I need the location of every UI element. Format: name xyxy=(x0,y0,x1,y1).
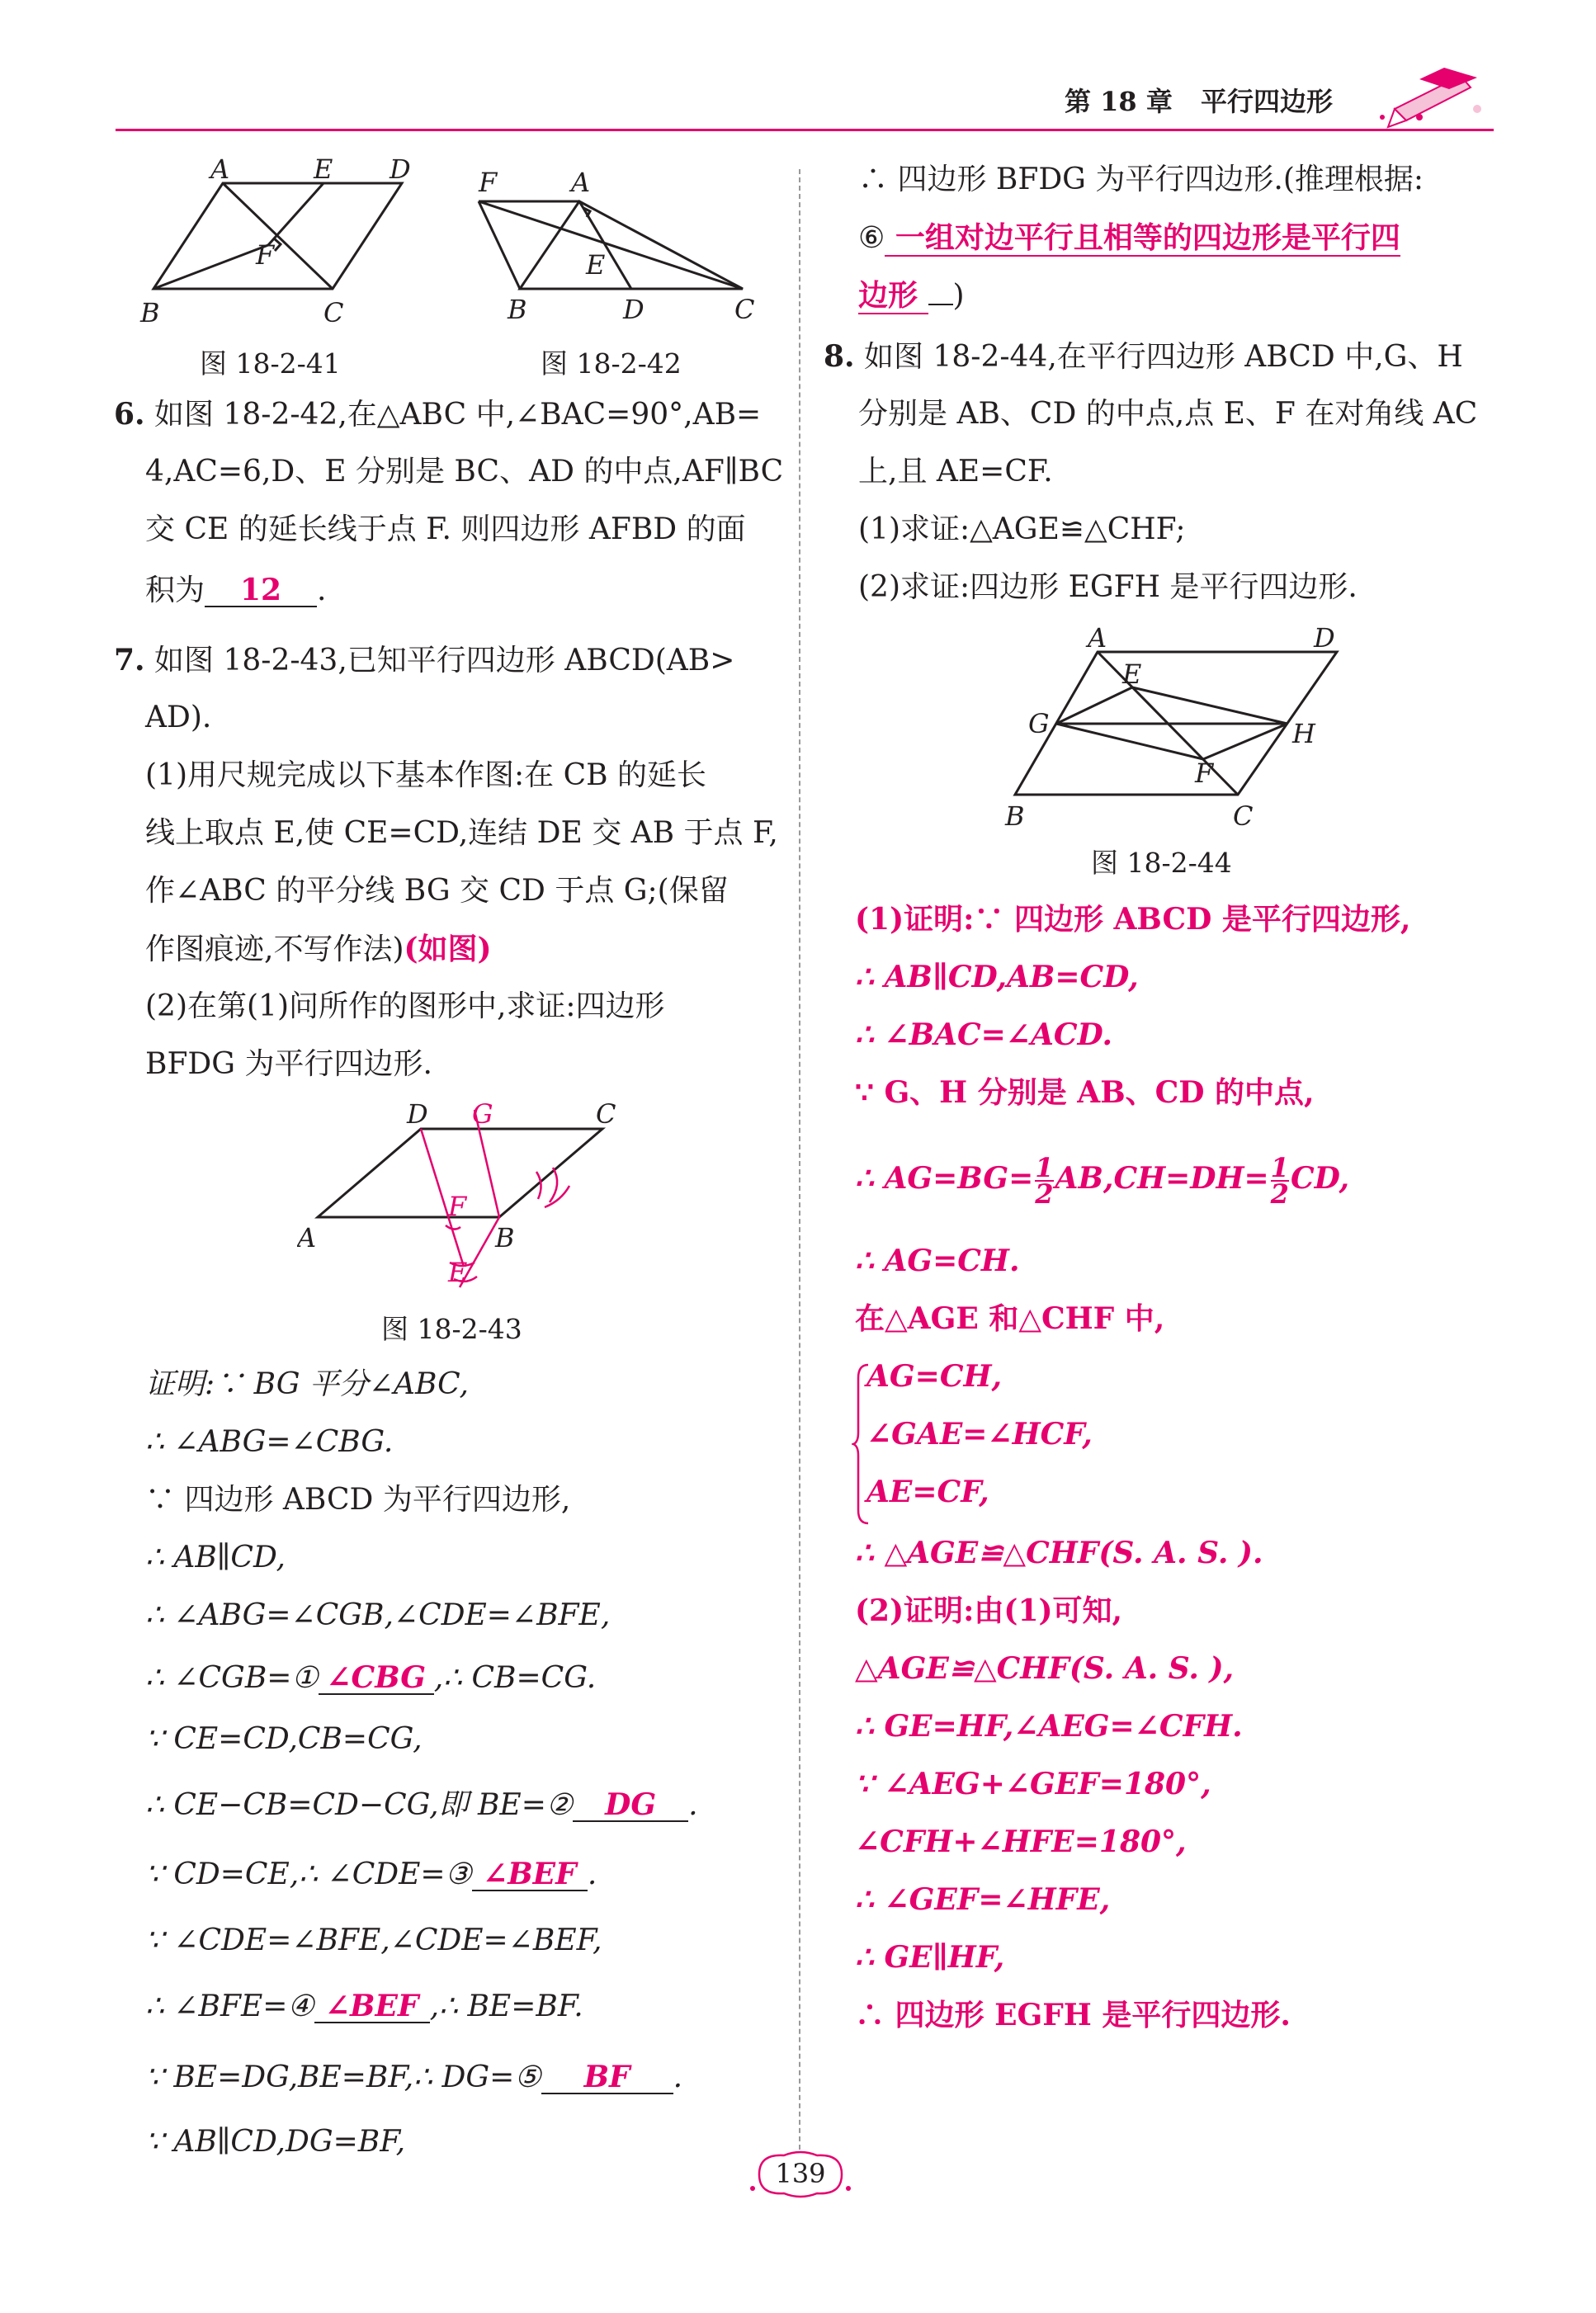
q6-line-2: 4,AC=6,D、E 分别是 BC、AD 的中点,AF∥BC xyxy=(145,455,784,489)
q7-answer-figure: (如图) xyxy=(404,932,492,966)
label-C: C xyxy=(734,294,755,325)
label-F: F xyxy=(1195,758,1214,789)
solution-line-3: ∴ ∠BAC=∠ACD. xyxy=(855,1017,1112,1052)
proof-line-3: ∵ 四边形 ABCD 为平行四边形, xyxy=(145,1483,571,1517)
label-D: D xyxy=(390,157,411,185)
solution-line-2: ∴ AB∥CD,AB=CD, xyxy=(855,960,1139,994)
label-C: C xyxy=(596,1098,616,1130)
proof-line-6: ∴ ∠CGB=① ∠CBG ,∴ CB=CG. xyxy=(145,1660,597,1695)
label-A: A xyxy=(571,167,591,198)
caption-18-2-41: 图 18-2-41 xyxy=(200,347,341,380)
caption-18-2-44: 图 18-2-44 xyxy=(1091,847,1232,879)
q6-line-4: 积为 12 . xyxy=(145,573,327,607)
label-C: C xyxy=(1233,800,1254,832)
proof-line-10: ∵ ∠CDE=∠BFE,∠CDE=∠BEF, xyxy=(145,1924,602,1957)
label-E: E xyxy=(1122,658,1142,690)
blank-2-answer: DG xyxy=(573,1789,688,1822)
solution-line-4: ∵ G、H 分别是 AB、CD 的中点, xyxy=(855,1075,1315,1110)
pencil-cap-icon xyxy=(1370,59,1494,134)
label-B: B xyxy=(495,1222,515,1253)
solution-line-14: ∴ ∠GEF=∠HFE, xyxy=(855,1882,1111,1917)
label-E: E xyxy=(448,1257,468,1288)
q8-line-2: 分别是 AB、CD 的中点,点 E、F 在对角线 AC xyxy=(858,397,1478,431)
label-H: H xyxy=(1292,718,1315,749)
label-B: B xyxy=(508,294,527,325)
proof-line-8: ∴ CE−CB=CD−CG,即 BE=② DG . xyxy=(145,1787,698,1822)
question-6 xyxy=(114,396,761,433)
q7-line-8: BFDG 为平行四边形. xyxy=(145,1047,432,1081)
q6-number: 6. xyxy=(114,397,145,432)
blank-4-answer: ∠BEF xyxy=(314,1990,430,2023)
proof-line-11: ∴ ∠BFE=④ ∠BEF ,∴ BE=BF. xyxy=(145,1989,583,2023)
q6-line-1: 如图 18-2-42,在△ABC 中,∠BAC=90°,AB= xyxy=(154,398,762,432)
figure-18-2-42 xyxy=(470,165,767,330)
label-D: D xyxy=(407,1098,428,1130)
chapter-title: 平行四边形 xyxy=(1201,86,1334,117)
proof-line-4: ∴ AB∥CD, xyxy=(145,1541,286,1574)
q7-line-5: 作∠ABC 的平分线 BG 交 CD 于点 G;(保留 xyxy=(145,874,729,908)
label-A: A xyxy=(210,157,230,185)
chapter-label: 第 18 章 xyxy=(1065,86,1173,117)
solution-line-15: ∴ GE∥HF, xyxy=(855,1940,1005,1975)
solution-line-10: △AGE≌△CHF(S. A. S. ), xyxy=(855,1651,1235,1686)
proof-line-9: ∵ CD=CE,∴ ∠CDE=③ ∠BEF . xyxy=(145,1857,597,1891)
label-A: A xyxy=(1088,627,1107,654)
q8-number: 8. xyxy=(824,339,855,374)
q7-line-2: AD). xyxy=(145,701,212,734)
proof-line-13: ∵ AB∥CD,DG=BF, xyxy=(145,2125,406,2159)
figure-18-2-44 xyxy=(990,627,1370,833)
solution-line-11: ∴ GE=HF,∠AEG=∠CFH. xyxy=(855,1709,1243,1744)
proof-line-12: ∵ BE=DG,BE=BF,∴ DG=⑤ BF . xyxy=(145,2060,683,2094)
solution-line-12: ∵ ∠AEG+∠GEF=180°, xyxy=(855,1767,1211,1801)
solution-line-9: (2)证明:由(1)可知, xyxy=(855,1593,1123,1628)
proof-line-7: ∵ CE=CD,CB=CG, xyxy=(145,1722,423,1756)
label-D: D xyxy=(1314,627,1335,654)
label-E: E xyxy=(586,249,606,281)
blank-3-answer: ∠BEF xyxy=(472,1858,588,1891)
q8-line-4: (1)求证:△AGE≌△CHF; xyxy=(858,512,1186,546)
page-number: 139 xyxy=(775,2158,826,2189)
header-rule xyxy=(116,129,1494,131)
proof-reason-line-2: ⑥ 一组对边平行且相等的四边形是平行四 xyxy=(858,220,1400,255)
caption-18-2-42: 图 18-2-42 xyxy=(541,347,682,380)
solution-line-1: (1)证明:∵ 四边形 ABCD 是平行四边形, xyxy=(855,902,1411,937)
q8-line-1: 如图 18-2-44,在平行四边形 ABCD 中,G、H xyxy=(864,340,1463,374)
system-line-2: ∠GAE=∠HCF, xyxy=(866,1417,1093,1452)
q6-line-3: 交 CE 的延长线于点 F. 则四边形 AFBD 的面 xyxy=(145,512,746,546)
proof-reason-line-3: 边形 ) xyxy=(858,278,965,313)
blank-1-answer: ∠CBG xyxy=(319,1662,434,1695)
label-D: D xyxy=(623,294,645,325)
question-7 xyxy=(114,642,734,679)
q7-line-3: (1)用尺规完成以下基本作图:在 CB 的延长 xyxy=(145,758,707,792)
label-F: F xyxy=(448,1191,467,1222)
q7-line-1: 如图 18-2-43,已知平行四边形 ABCD(AB> xyxy=(154,644,735,677)
solution-line-5: ∴ AG=BG= $\frac{1}{2}$ AB,CH=DH= $\frac{1}{2}$ CD, xyxy=(855,1152,1350,1210)
solution-line-8: ∴ △AGE≌△CHF(S. A. S. ). xyxy=(855,1536,1263,1570)
caption-18-2-43: 图 18-2-43 xyxy=(381,1313,522,1345)
label-C: C xyxy=(323,297,344,328)
proof-line-5: ∴ ∠ABG=∠CGB,∠CDE=∠BFE, xyxy=(145,1598,611,1632)
q6-answer: 12 xyxy=(205,574,317,607)
proof-line-2: ∴ ∠ABG=∠CBG. xyxy=(145,1425,394,1459)
blank-6-answer-a: 一组对边平行且相等的四边形是平行四 xyxy=(885,220,1400,255)
solution-line-16: ∴ 四边形 EGFH 是平行四边形. xyxy=(855,1998,1291,2032)
blank-6-answer-b: 边形 xyxy=(858,278,928,313)
q7-line-7: (2)在第(1)问所作的图形中,求证:四边形 xyxy=(145,989,665,1023)
proof-line-1: 证明:∵ BG 平分∠ABC, xyxy=(145,1367,469,1401)
q7-number: 7. xyxy=(114,643,145,677)
system-line-1: AG=CH, xyxy=(866,1359,1003,1394)
label-G: G xyxy=(472,1098,493,1130)
question-8 xyxy=(824,338,1463,375)
label-F: F xyxy=(256,239,275,271)
column-divider xyxy=(799,169,800,2166)
fraction-half-1: $\frac{1}{2}$ xyxy=(1035,1152,1054,1210)
label-G: G xyxy=(1028,708,1050,739)
system-line-3: AE=CF, xyxy=(866,1475,989,1509)
blank-5-answer: BF xyxy=(541,2061,673,2094)
label-F: F xyxy=(479,167,498,198)
label-E: E xyxy=(314,157,333,185)
label-B: B xyxy=(1005,800,1025,832)
solution-line-6: ∴ AG=CH. xyxy=(855,1244,1020,1278)
label-B: B xyxy=(140,297,160,328)
label-A: A xyxy=(297,1222,317,1253)
q8-line-3: 上,且 AE=CF. xyxy=(858,455,1053,489)
figure-18-2-41 xyxy=(132,157,437,338)
q7-line-4: 线上取点 E,使 CE=CD,连结 DE 交 AB 于点 F, xyxy=(145,816,778,850)
proof-reason-line-1: ∴ 四边形 BFDG 为平行四边形.(推理根据: xyxy=(858,163,1424,196)
fraction-half-2: $\frac{1}{2}$ xyxy=(1270,1152,1289,1210)
figure-18-2-43 xyxy=(297,1093,627,1300)
q7-line-6: 作图痕迹,不写作法)(如图) xyxy=(145,932,492,966)
solution-line-13: ∠CFH+∠HFE=180°, xyxy=(855,1824,1187,1859)
solution-line-7: 在△AGE 和△CHF 中, xyxy=(855,1301,1165,1336)
q8-line-5: (2)求证:四边形 EGFH 是平行四边形. xyxy=(858,570,1358,604)
